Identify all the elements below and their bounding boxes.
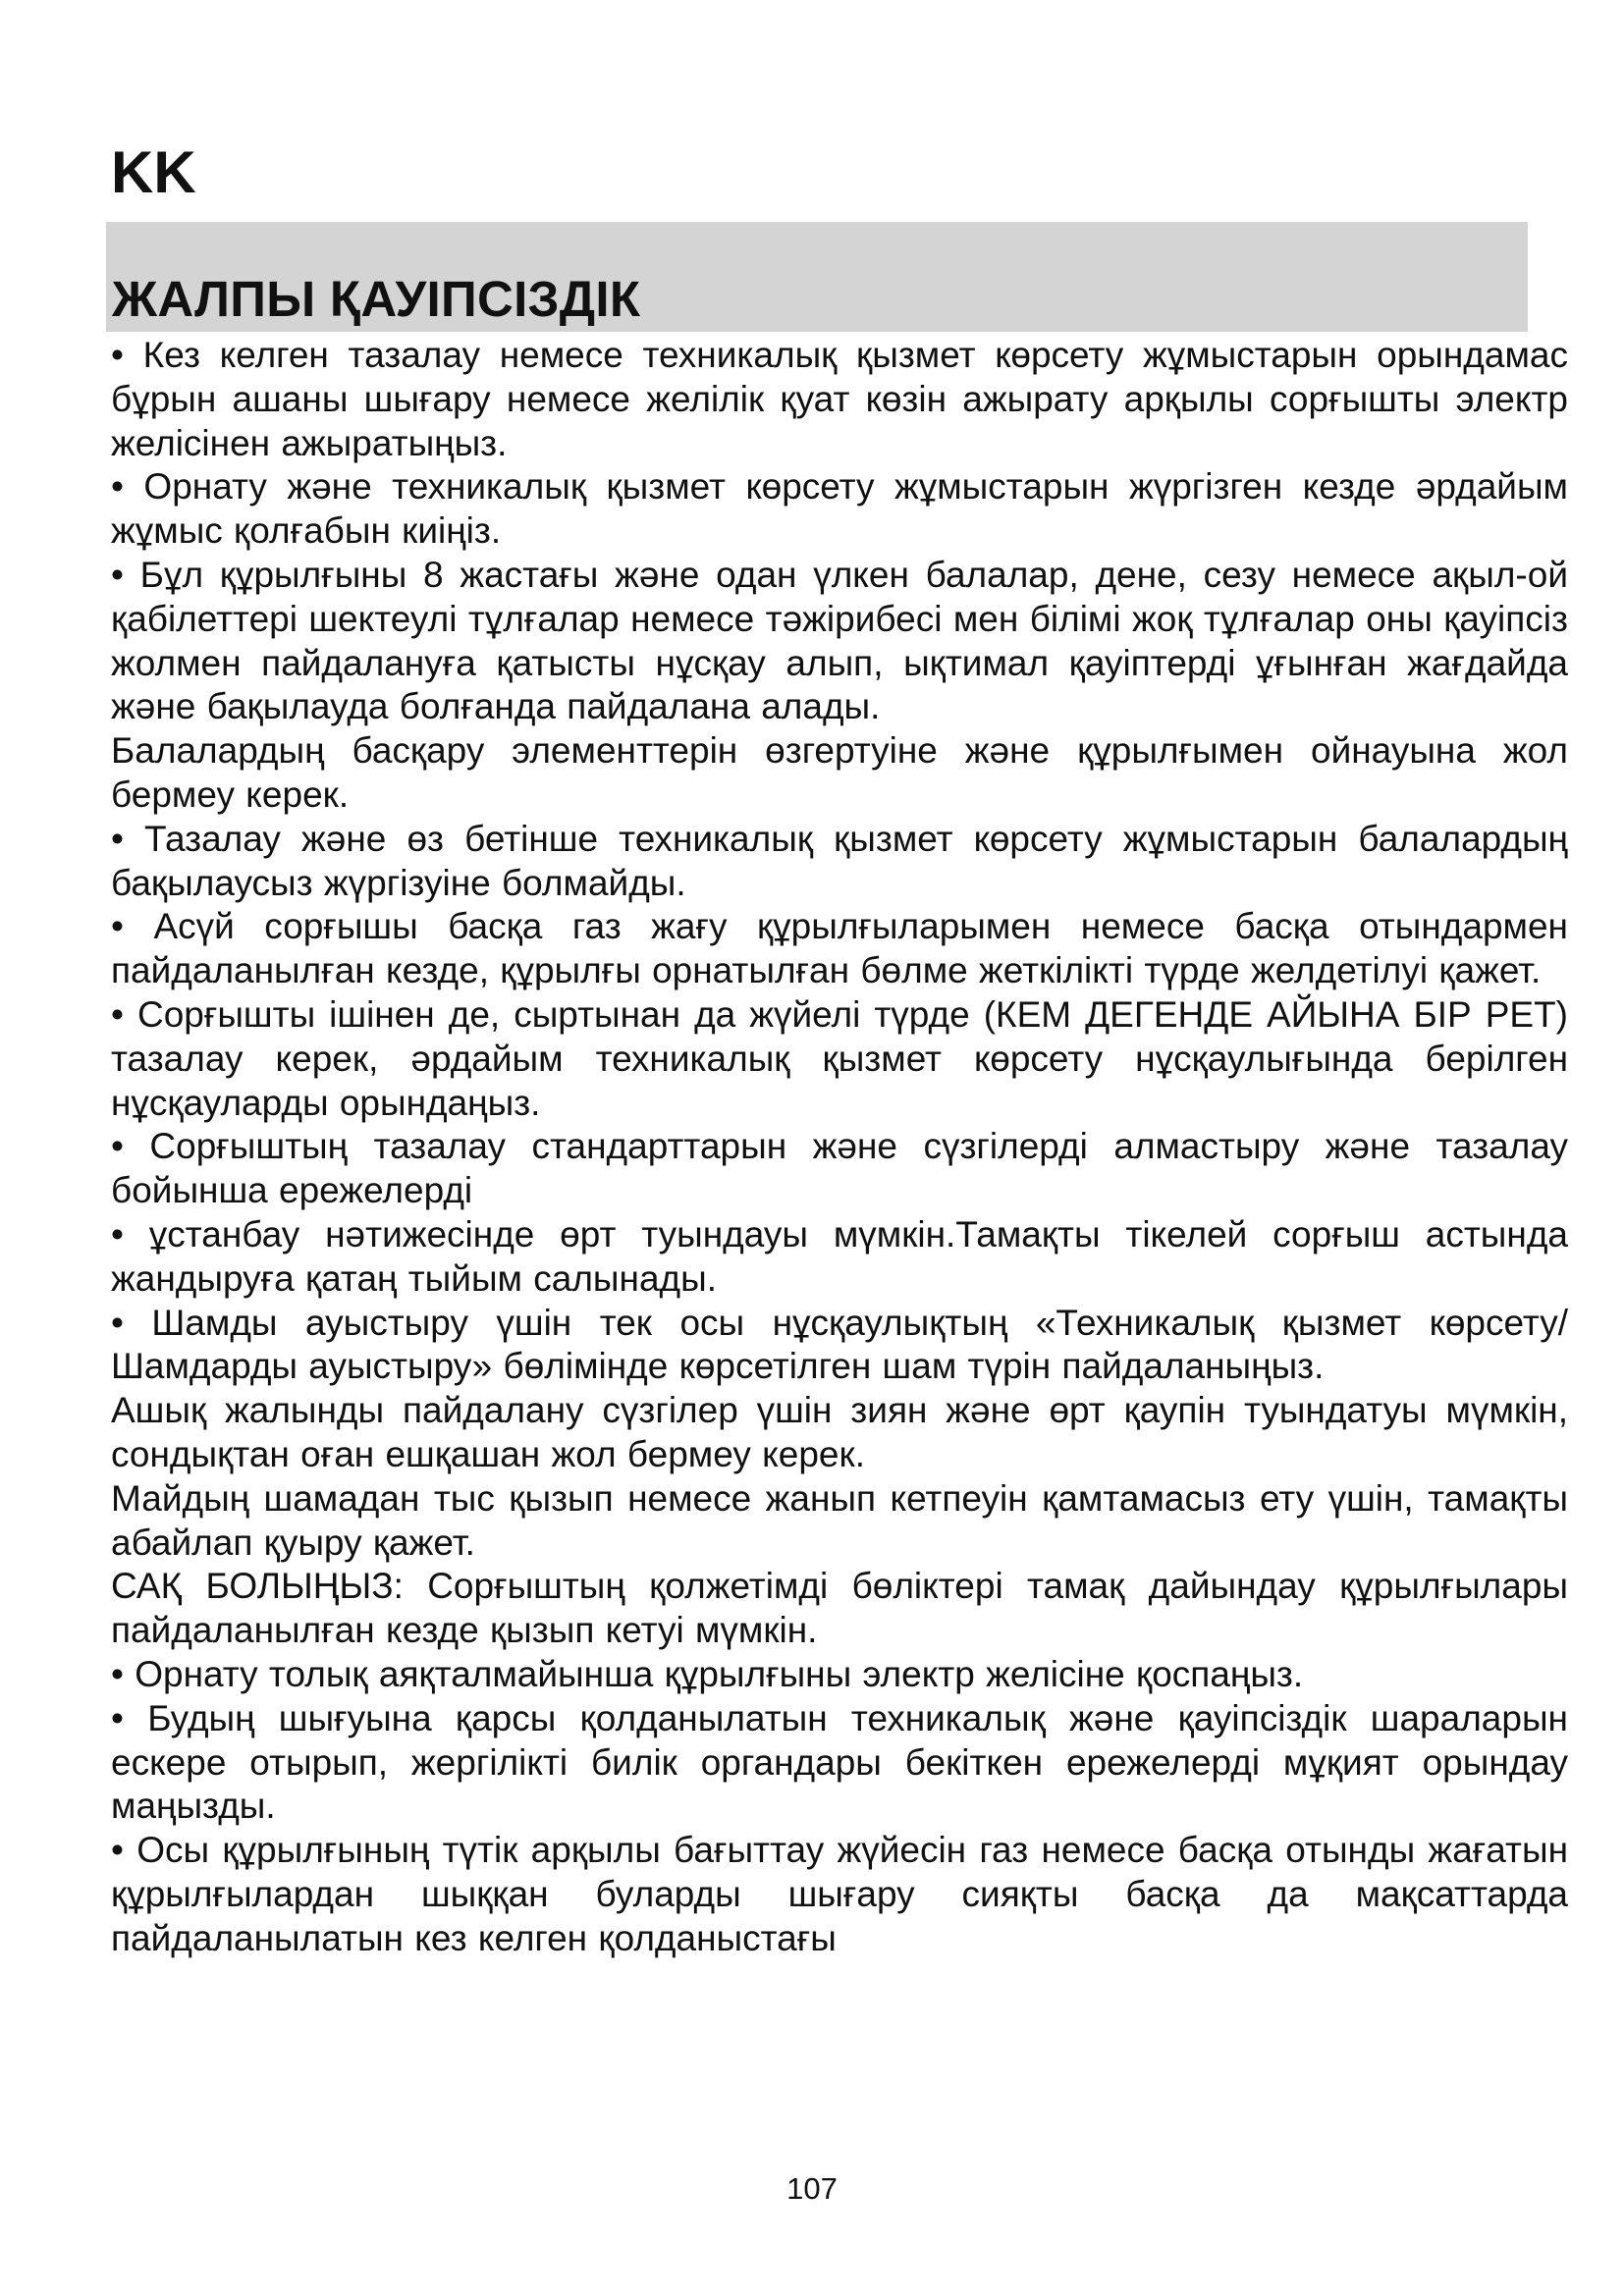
paragraph-children-supervision: • Бұл құрылғыны 8 жастағы және одан үлкен балалар, дене, сезу немесе ақыл-ой қабілеттері шектеулі тұлғалар немесе тәжірибесі мен білімі жоқ тұлғалар оны қауіпсіз жолмен пайдалануға қатысты нұсқау алып, ықтимал қауіптерді ұғынған жағдайда және бақылауда болғанда пайдалана алады.	[111, 554, 1568, 727]
paragraph-installation-power: • Орнату толық аяқталмайынша құрылғыны электр желісіне қоспаңыз.	[111, 1653, 1304, 1694]
paragraph-fire-risk: • ұстанбау нәтижесінде өрт туындауы мүмкін.Тамақты тікелей сорғыш астында жандыруға қатаң тыйым салынады.	[111, 1213, 1568, 1299]
paragraph-ducting-system: • Осы құрылғының түтік арқылы бағыттау жүйесін газ немесе басқа отынды жағатын құрылғылардан шыққан буларды шығару сияқты басқа да мақсаттарда пайдаланылатын кез келген қолданыстағы	[111, 1830, 1568, 1958]
paragraph-open-flame: Ашық жалынды пайдалану сүзгілер үшін зиян және өрт қаупін туындатуы мүмкін, сондықтан оған ешқашан жол бермеу керек.	[111, 1390, 1568, 1474]
paragraph-local-regulations: • Будың шығуына қарсы қолданылатын техникалық және қауіпсіздік шараларын ескере отырып, жергілікті билік органдары бекіткен ережелерді мұқият орындау маңызды.	[111, 1697, 1568, 1827]
paragraph-regular-cleaning: • Сорғышты ішінен де, сыртынан да жүйелі түрде (КЕМ ДЕГЕНДЕ АЙЫНА БІР РЕТ) тазалау керек, әрдайым техникалық қызмет көрсету нұсқаулығында берілген нұсқауларды орындаңыз.	[111, 993, 1568, 1123]
paragraph-caution-hot-parts: САҚ БОЛЫҢЫЗ: Сорғыштың қолжетімді бөліктері тамақ дайындау құрылғылары пайдаланылған кезде қызып кетуі мүмкін.	[111, 1566, 1568, 1651]
section-title-bar	[106, 222, 1528, 332]
paragraph-ventilation: • Асүй сорғышы басқа газ жағу құрылғыларымен немесе басқа отындармен пайдаланылған кезде, құрылғы орнатылған бөлме жеткілікті түрде желдетілуі қажет.	[111, 906, 1568, 991]
paragraph-children-controls: Балалардың басқару элементтерін өзгертуіне және құрылғымен ойнауына жол бермеу керек.	[111, 730, 1568, 815]
section-title: ЖАЛПЫ ҚАУІПСІЗДІК	[112, 271, 641, 327]
paragraph-disconnect-power: • Кез келген тазалау немесе техникалық қызмет көрсету жұмыстарын орындамас бұрын ашаны шығару немесе желілік қуат көзін ажырату арқылы сорғышты электр желісінен ажыратыңыз.	[111, 335, 1568, 463]
language-code: KK	[111, 139, 196, 205]
paragraph-work-gloves: • Орнату және техникалық қызмет көрсету жұмыстарын жүргізген кезде әрдайым жұмыс қолғабын киіңіз.	[111, 466, 1568, 552]
paragraph-frying-oil: Майдың шамадан тыс қызып немесе жанып кетпеуін қамтамасыз ету үшін, тамақты абайлап қуыру қажет.	[111, 1477, 1568, 1563]
paragraph-children-cleaning: • Тазалау және өз бетінше техникалық қызмет көрсету жұмыстарын балалардың бақылаусыз жүргізуіне болмайды.	[111, 818, 1568, 903]
paragraph-lamp-replacement: • Шамды ауыстыру үшін тек осы нұсқаулықтың «Техникалық қызмет көрсету/Шамдарды ауыстыру» бөлімінде көрсетілген шам түрін пайдаланыңыз.	[111, 1302, 1568, 1387]
paragraph-filter-standards: • Сорғыштың тазалау стандарттарын және сүзгілерді алмастыру және тазалау бойынша ережелерді	[111, 1126, 1568, 1211]
safety-text-body	[111, 334, 1568, 1960]
page-number: 107	[786, 2171, 838, 2206]
